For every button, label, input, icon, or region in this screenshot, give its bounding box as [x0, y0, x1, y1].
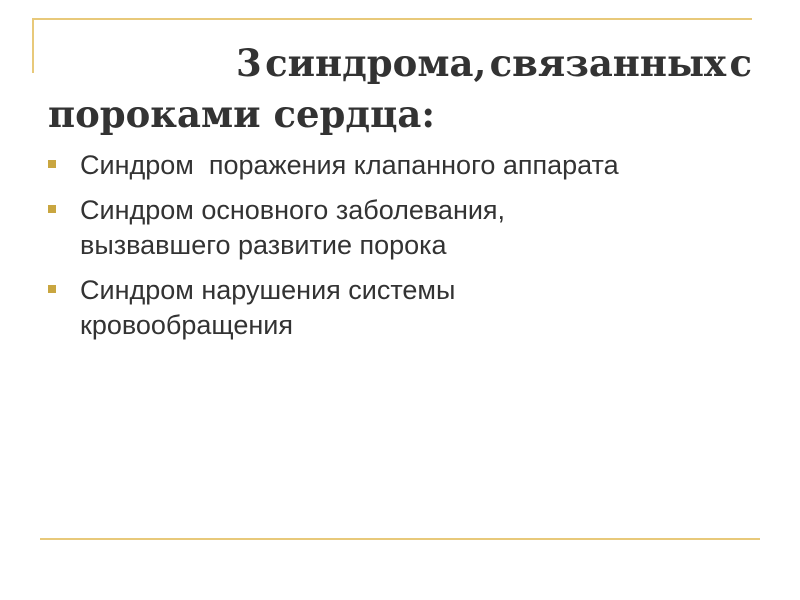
- slide-title: [48, 38, 752, 140]
- title-word: с: [729, 41, 752, 85]
- bullet-item: [48, 148, 768, 183]
- left-rule: [32, 18, 34, 73]
- bullet-list: [48, 148, 768, 353]
- bullet-item: [48, 193, 768, 263]
- bullet-text: Синдром нарушения системы кровообращения: [80, 275, 456, 340]
- title-word: связанных: [489, 41, 727, 85]
- title-word: синдрома,: [265, 41, 487, 85]
- title-line-2: пороками сердца:: [48, 92, 436, 136]
- bottom-rule: [40, 538, 760, 540]
- title-word: 3: [236, 41, 262, 85]
- square-bullet-icon: [48, 160, 56, 168]
- square-bullet-icon: [48, 285, 56, 293]
- bullet-text: Синдром поражения клапанного аппарата: [80, 150, 619, 180]
- top-rule: [32, 18, 752, 20]
- bullet-item: [48, 273, 768, 343]
- bullet-text: Синдром основного заболевания, вызвавшего развитие порока: [80, 195, 506, 260]
- square-bullet-icon: [48, 205, 56, 213]
- title-line-1: [48, 38, 752, 89]
